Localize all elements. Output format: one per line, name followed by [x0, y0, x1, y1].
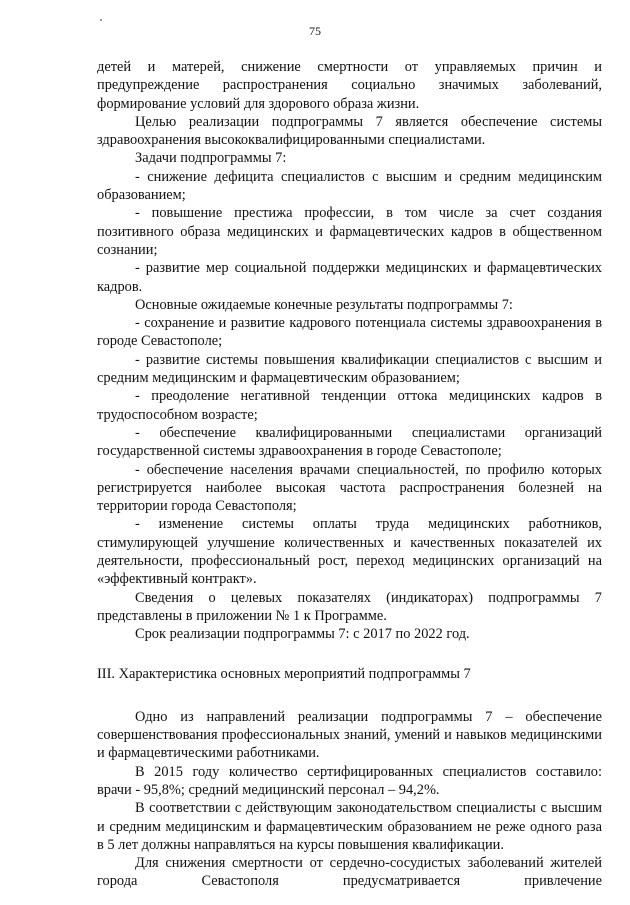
scan-speck: [100, 19, 102, 21]
paragraph: детей и матерей, снижение смертности от управляемых причин и предупреждение распространения социально значимых заболеваний, формирование условий для здорового образа жизни.: [97, 59, 602, 112]
list-item: - развитие системы повышения квалификации специалистов с высшим и средним медицинским и фармацевтическим образованием;: [97, 351, 602, 387]
paragraph: Срок реализации подпрограммы 7: с 2017 по 2022 год.: [135, 626, 470, 643]
paragraph: Одно из направлений реализации подпрограммы 7 – обеспечение совершенствования профессиональных знаний, умений и навыков медицинскими и фармацевтическими работниками.: [97, 708, 602, 762]
list-item: - преодоление негативной тенденции оттока медицинских кадров в трудоспособном возрасте;: [97, 388, 602, 423]
list-item: - изменение системы оплаты труда медицинских работников, стимулирующей улучшение количественных и качественных показателей их деятельности, профессиональный рост, переход медицинских организаций на «эффективный контракт».: [97, 516, 602, 588]
list-item: - снижение дефицита специалистов с высшим и средним медицинским образованием;: [97, 168, 602, 204]
paragraph: Для снижения смертности от сердечно-сосудистых заболеваний жителей города Севастополя предусматривается привлечение: [97, 855, 602, 890]
section-heading: III. Характеристика основных мероприятий подпрограммы 7: [97, 665, 471, 682]
paragraph: В соответствии с действующим законодательством специалисты с высшим и средним медицинским и фармацевтическим образованием не реже одного раза в 5 лет должны направляться на курсы повышения квалификации.: [97, 800, 602, 853]
paragraph: Задачи подпрограммы 7:: [135, 150, 287, 167]
paragraph: В 2015 году количество сертифицированных специалистов составило: врачи - 95,8%; средний медицинский персонал – 94,2%.: [97, 763, 602, 798]
page-number: 75: [309, 24, 321, 38]
paragraph: Целью реализации подпрограммы 7 является обеспечение системы здравоохранения высококвалифицированными специалистами.: [97, 113, 602, 149]
list-item: - повышение престижа профессии, в том числе за счет создания позитивного образа медицинских и фармацевтических кадров в общественном сознании;: [97, 205, 602, 258]
list-item: - обеспечение населения врачами специальностей, по профилю которых регистрируется наиболее высокая частота распространения болезней на территории города Севастополя;: [97, 461, 602, 515]
list-item: - обеспечение квалифицированными специалистами организаций государственной системы здравоохранения в городе Севастополе;: [97, 424, 602, 460]
paragraph: Основные ожидаемые конечные результаты подпрограммы 7:: [135, 296, 513, 313]
list-item: - развитие мер социальной поддержки медицинских и фармацевтических кадров.: [97, 260, 602, 295]
paragraph: Сведения о целевых показателях (индикаторах) подпрограммы 7 представлены в приложении № 1 к Программе.: [97, 589, 602, 624]
list-item: - сохранение и развитие кадрового потенциала системы здравоохранения в городе Севастополе;: [97, 315, 602, 350]
document-body: [97, 58, 602, 891]
